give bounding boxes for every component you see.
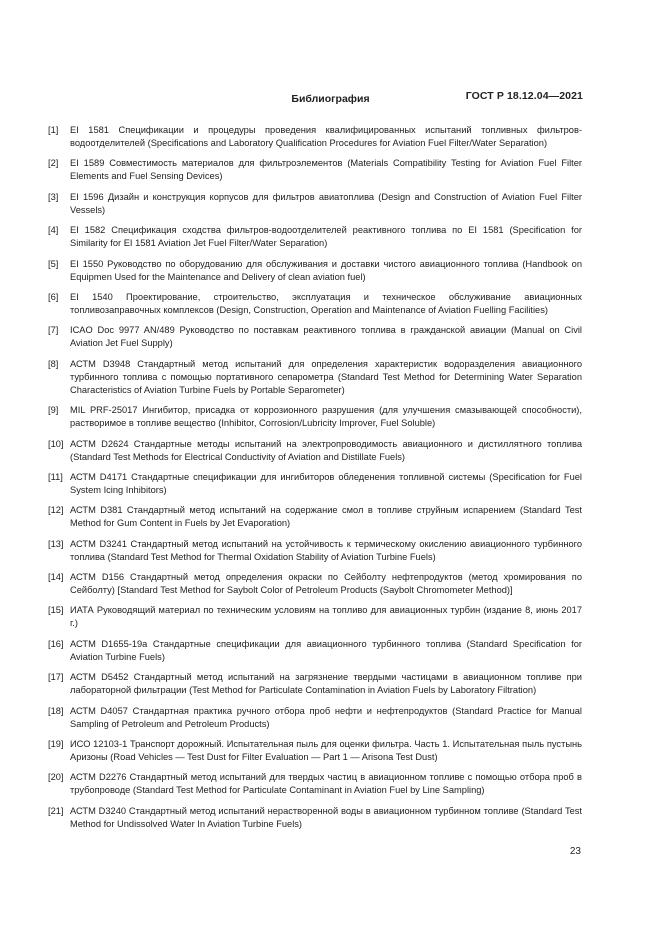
entry-number: [16]	[48, 638, 64, 649]
entry-number: [20]	[48, 772, 64, 783]
bibliography-entry	[48, 291, 582, 317]
entry-number: [19]	[48, 739, 64, 750]
entry-text: MIL PRF-25017 Ингибитор, присадка от коррозионного разрушения (для улучшения смазывающей способности), растворимое в топливе вещество (Inhibitor, Corrosion/Lubricity Improver, Fuel Soluble)	[70, 405, 582, 429]
entry-text: ICAO Doc 9977 AN/489 Руководство по поставкам реактивного топлива в гражданской авиации (Manual on Civil Aviation Jet Fuel Supply)	[70, 325, 582, 349]
entry-text: АСТМ D156 Стандартный метод определения окраски по Сейболту нефтепродуктов (метод хромирования по Сейболту) [Standard Test Method for Saybolt Color of Petroleum Products (Saybolt Chromometer Method)]	[70, 572, 582, 596]
entry-text: АСТМ D4057 Стандартная практика ручного отбора проб нефти и нефтепродуктов (Standard Practice for Manual Sampling of Petroleum and Petroleum Products)	[70, 705, 582, 729]
bibliography-entry	[48, 358, 582, 397]
bibliography-entry	[48, 324, 582, 350]
entry-text: ИСО 12103-1 Транспорт дорожный. Испытательная пыль для оценки фильтра. Часть 1. Испытательная пыль пустынь Аризоны (Road Vehicles — Test Dust for Filter Evaluation — Part 1 — Arisona Test Dust)	[70, 739, 582, 763]
bibliography-entry	[48, 438, 582, 464]
entry-number: [10]	[48, 438, 64, 449]
entry-text: АСТМ D3241 Стандартный метод испытаний на устойчивость к термическому окислению авиационного турбинного топлива (Standard Test Method for Thermal Oxidation Stability of Aviation Turbine Fuels)	[70, 538, 582, 562]
document-code-header: ГОСТ Р 18.12.04—2021	[465, 90, 583, 102]
bibliography-entry	[48, 124, 582, 150]
bibliography-entry	[48, 705, 582, 731]
bibliography-entry	[48, 771, 582, 797]
bibliography-entry	[48, 157, 582, 183]
entry-number: [15]	[48, 605, 64, 616]
entry-text: АСТМ D2276 Стандартный метод испытаний для твердых частиц в авиационном топливе с помощью отбора проб в трубопроводе (Standard Test Method for Particulate Contaminant in Aviation Fuel by Line Sampling)	[70, 772, 582, 796]
entry-number: [17]	[48, 672, 64, 683]
bibliography-entry	[48, 538, 582, 564]
bibliography-entry	[48, 671, 582, 697]
bibliography-entry	[48, 638, 582, 664]
entry-text: АСТМ D3240 Стандартный метод испытаний нерастворенной воды в авиационном турбинном топливе (Standard Test Method for Undissolved Water In Aviation Turbine Fuels)	[70, 805, 582, 829]
entry-text: АСТМ D1655-19а Стандартные спецификации для авиационного турбинного топлива (Standard Specification for Aviation Turbine Fuels)	[70, 638, 582, 662]
entry-number: [6]	[48, 291, 59, 302]
entry-text: ИАТА Руководящий материал по техническим условиям на топливо для авиационных турбин (издание 8, июнь 2017 г.)	[70, 605, 582, 629]
bibliography-entry	[48, 471, 582, 497]
bibliography-entry	[48, 604, 582, 630]
bibliography-entry	[48, 805, 582, 831]
bibliography-entry	[48, 258, 582, 284]
entry-text: АСТМ D2624 Стандартные методы испытаний на электропроводимость авиационного и дистиллятного топлива (Standard Test Methods for Electrical Conductivity of Aviation and Distillate Fuels)	[70, 438, 582, 462]
entry-number: [8]	[48, 358, 59, 369]
bibliography-entry	[48, 738, 582, 764]
entry-text: АСТМ D3948 Стандартный метод испытаний для определения характеристик водоразделения авиационного турбинного топлива с помощью портативного сепарометра (Standard Test Method for Determining Water Separation Characteristics of Aviation Turbine Fuels by Portable Separometer)	[70, 358, 582, 395]
bibliography-entry	[48, 224, 582, 250]
entry-number: [5]	[48, 258, 59, 269]
bibliography-entry	[48, 571, 582, 597]
entry-number: [9]	[48, 405, 59, 416]
entry-number: [18]	[48, 705, 64, 716]
entry-number: [14]	[48, 572, 64, 583]
bibliography-list	[48, 124, 582, 838]
entry-number: [7]	[48, 325, 59, 336]
bibliography-entry	[48, 504, 582, 530]
entry-text: АСТМ D4171 Стандартные спецификации для ингибиторов обледенения топливной системы (Specification for Fuel System Icing Inhibitors)	[70, 471, 582, 495]
entry-number: [4]	[48, 225, 59, 236]
entry-number: [1]	[48, 125, 59, 135]
entry-text: EI 1540 Проектирование, строительство, эксплуатация и техническое обслуживание авиационных топливозаправочных комплексов (Design, Construction, Operation and Maintenance of Aviation Fuelling Facilities)	[70, 291, 582, 315]
entry-text: АСТМ D5452 Стандартный метод испытаний на загрязнение твердыми частицами в авиационном топливе при лабораторной фильтрации (Test Method for Particulate Contamination in Aviation Fuels by Laboratory Filtration)	[70, 672, 582, 696]
entry-number: [12]	[48, 505, 64, 516]
entry-number: [3]	[48, 191, 59, 202]
entry-number: [21]	[48, 805, 64, 816]
entry-number: [11]	[48, 471, 63, 482]
entry-text: EI 1582 Спецификация сходства фильтров-водоотделителей реактивного топлива по EI 1581 (Specification for Similarity for EI 1581 Aviation Jet Fuel Filter/Water Separation)	[70, 225, 582, 249]
entry-text: АСТМ D381 Стандартный метод испытаний на содержание смол в топливе струйным испарением (Standard Test Method for Gum Content in Fuels by Jet Evaporation)	[70, 505, 582, 529]
bibliography-entry	[48, 404, 582, 430]
entry-text: EI 1596 Дизайн и конструкция корпусов для фильтров авиатоплива (Design and Construction of Aviation Fuel Filter Vessels)	[70, 191, 582, 215]
page-number: 23	[569, 846, 581, 857]
entry-number: [13]	[48, 538, 64, 549]
entry-text: EI 1550 Руководство по оборудованию для обслуживания и доставки чистого авиационного топлива (Handbook on Equipmen Used for the Maintenance and Delivery of clean aviation fuel)	[70, 258, 582, 282]
bibliography-entry	[48, 191, 582, 217]
entry-number: [2]	[48, 158, 59, 169]
bibliography-title: Библиография	[291, 93, 370, 105]
entry-text: EI 1589 Совместимость материалов для фильтроэлементов (Materials Compatibility Testing for Aviation Fuel Filter Elements and Fuel Sensing Devices)	[70, 158, 582, 182]
entry-text: EI 1581 Спецификации и процедуры проведения квалифицированных испытаний топливных фильтров-водоотделителей (Specifications and Laboratory Qualification Procedures for Aviation Fuel Filter/Water Separation)	[70, 125, 582, 148]
